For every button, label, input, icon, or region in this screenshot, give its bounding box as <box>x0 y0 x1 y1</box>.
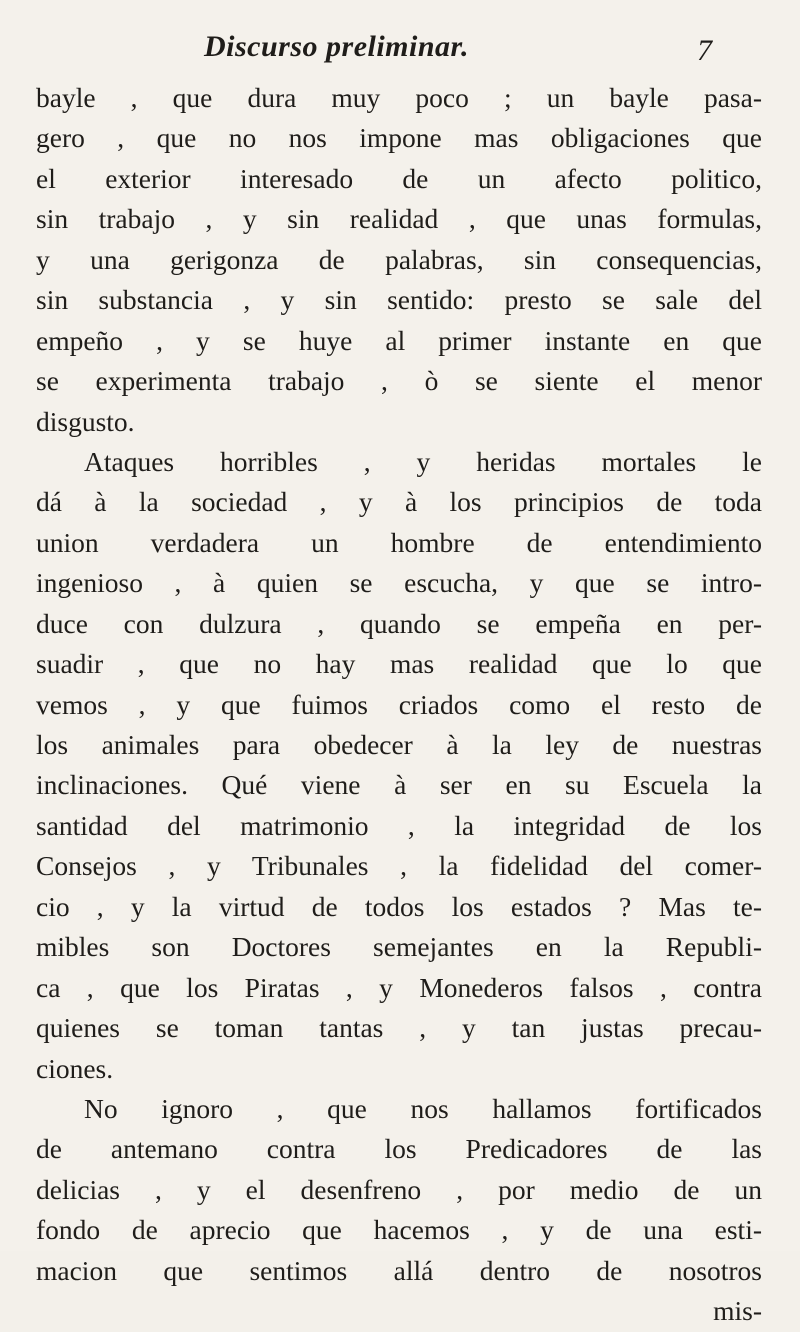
text-line: delicias , y el desenfreno , por medio de un <box>36 1173 762 1205</box>
text-line: se experimenta trabajo , ò se siente el menor <box>36 365 762 397</box>
text-line: duce con dulzura , quando se empeña en per- <box>36 607 762 639</box>
page-number: 7 <box>697 34 712 67</box>
text-line: cio , y la virtud de todos los estados ? Mas te- <box>36 890 762 922</box>
text-line: los animales para obedecer à la ley de nuestras <box>36 729 762 760</box>
paragraph-start-line: Ataques horribles , y heridas mortales le <box>84 445 762 477</box>
text-line: sin substancia , y sin sentido: presto se sale del <box>36 284 762 316</box>
text-line: de antemano contra los Predicadores de las <box>36 1133 762 1165</box>
text-line: empeño , y se huye al primer instante en que <box>36 324 762 356</box>
text-line: dá à la sociedad , y à los principios de toda <box>36 486 762 518</box>
running-title: Discurso preliminar. <box>204 30 470 63</box>
text-line: gero , que no nos impone mas obligaciones que <box>36 122 762 154</box>
text-line: ca , que los Piratas , y Monederos falsos , contra <box>36 971 762 1003</box>
text-line: vemos , y que fuimos criados como el resto de <box>36 688 762 720</box>
text-line: Consejos , y Tribunales , la fidelidad del comer- <box>36 850 762 882</box>
text-line: ciones. <box>36 1052 114 1084</box>
text-line: bayle , que dura muy poco ; un bayle pasa- <box>36 82 762 113</box>
text-line: suadir , que no hay mas realidad que lo que <box>36 648 762 680</box>
page-header <box>0 28 800 68</box>
catchword: mis- <box>713 1295 762 1327</box>
text-line: ingenioso , à quien se escucha, y que se intro- <box>36 567 762 599</box>
text-line: santidad del matrimonio , la integridad de los <box>36 809 762 841</box>
body-text <box>36 78 762 1332</box>
text-line: y una gerigonza de palabras, sin consequencias, <box>36 243 762 275</box>
text-line: sin trabajo , y sin realidad , que unas formulas, <box>36 203 762 235</box>
text-line: fondo de aprecio que hacemos , y de una esti- <box>36 1214 762 1246</box>
text-line: inclinaciones. Qué viene à ser en su Escuela la <box>36 769 762 801</box>
paragraph-start-line: No ignoro , que nos hallamos fortificados <box>84 1092 762 1124</box>
text-line: quienes se toman tantas , y tan justas precau- <box>36 1012 762 1044</box>
text-line: macion que sentimos allá dentro de nosotros <box>36 1254 762 1286</box>
text-line: el exterior interesado de un afecto politico, <box>36 162 762 194</box>
text-line: union verdadera un hombre de entendimiento <box>36 526 762 558</box>
text-line: mibles son Doctores semejantes en la Republi- <box>36 931 762 963</box>
text-line: disgusto. <box>36 405 135 437</box>
